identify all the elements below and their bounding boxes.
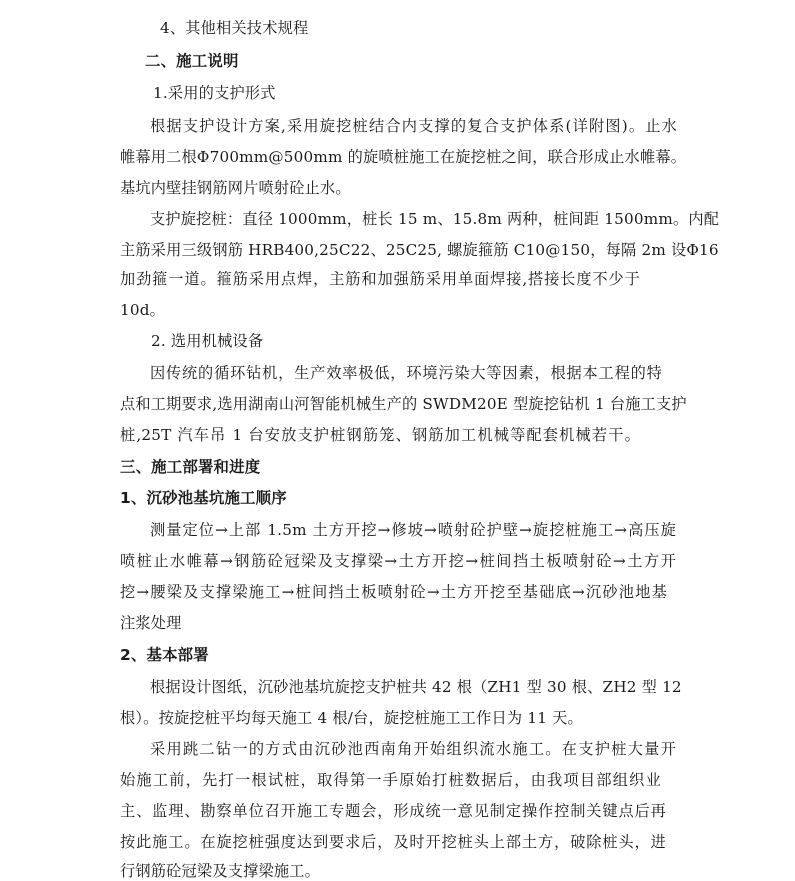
paragraph-line: 加劲箍一道。箍筋采用点焊，主筋和加强筋采用单面焊接,搭接长度不少于 [120, 270, 640, 288]
paragraph-line: 测量定位→上部 1.5m 土方开挖→修坡→喷射砼护壁→旋挖桩施工→高压旋 [150, 521, 676, 539]
paragraph-line: 主、监理、勘察单位召开施工专题会，形成统一意见制定操作控制关键点后再 [120, 802, 666, 820]
paragraph-line: 根）。按旋挖桩平均每天施工 4 根/台，旋挖桩施工工作日为 11 天。 [120, 709, 583, 727]
section-heading-deployment-progress: 三、施工部署和进度 [120, 458, 261, 476]
subheading-machinery: 2. 选用机械设备 [151, 332, 264, 350]
subheading-basic-deployment: 2、基本部署 [120, 646, 209, 664]
paragraph-line: 点和工期要求,选用湖南山河智能机械生产的 SWDM20E 型旋挖钻机 1 台施工支护 [120, 395, 687, 413]
paragraph-line: 根据设计图纸，沉砂池基坑旋挖支护桩共 42 根（ZH1 型 30 根、ZH2 型 12 [150, 678, 682, 696]
paragraph-line: 主筋采用三级钢筋 HRB400,25C22、25C25, 螺旋箍筋 C10@150，每隔 2m 设Φ16 [120, 241, 719, 259]
paragraph-line: 因传统的循环钻机，生产效率极低，环境污染大等因素，根据本工程的特 [150, 364, 662, 382]
paragraph-line: 按此施工。在旋挖桩强度达到要求后，及时开挖桩头上部土方，破除桩头，进 [120, 833, 666, 851]
paragraph-line: 喷桩止水帷幕→钢筋砼冠梁及支撑梁→土方开挖→桩间挡土板喷射砼→土方开 [120, 552, 676, 570]
section-heading-construction-notes: 二、施工说明 [145, 52, 239, 70]
paragraph-line: 挖→腰梁及支撑梁施工→桩间挡土板喷射砼→土方开挖至基础底→沉砂池地基 [120, 583, 667, 601]
list-item-other-regulations: 4、其他相关技术规程 [160, 19, 309, 37]
paragraph-line: 采用跳二钻一的方式由沉砂池西南角开始组织流水施工。在支护桩大量开 [150, 740, 676, 758]
paragraph-line: 始施工前，先打一根试桩，取得第一手原始打桩数据后，由我项目部组织业 [120, 771, 661, 789]
paragraph-line: 基坑内壁挂钢筋网片喷射砼止水。 [120, 179, 351, 197]
paragraph-line: 10d。 [120, 301, 166, 319]
paragraph-line: 根据支护设计方案,采用旋挖桩结合内支撑的复合支护体系(详附图)。止水 [150, 117, 677, 135]
paragraph-line: 行钢筋砼冠梁及支撑梁施工。 [120, 862, 321, 880]
paragraph-line: 支护旋挖桩：直径 1000mm，桩长 15 m、15.8m 两种，桩间距 1500mm。内配 [150, 210, 720, 228]
subheading-pit-sequence: 1、沉砂池基坑施工顺序 [120, 489, 287, 507]
paragraph-line: 帷幕用二根Φ700mm@500mm 的旋喷桩施工在旋挖桩之间，联合形成止水帷幕。 [120, 148, 687, 166]
paragraph-line: 桩,25T 汽车吊 1 台安放支护桩钢筋笼、钢筋加工机械等配套机械若干。 [120, 426, 640, 444]
subheading-support-form: 1.采用的支护形式 [153, 84, 276, 102]
paragraph-line: 注浆处理 [120, 614, 182, 632]
